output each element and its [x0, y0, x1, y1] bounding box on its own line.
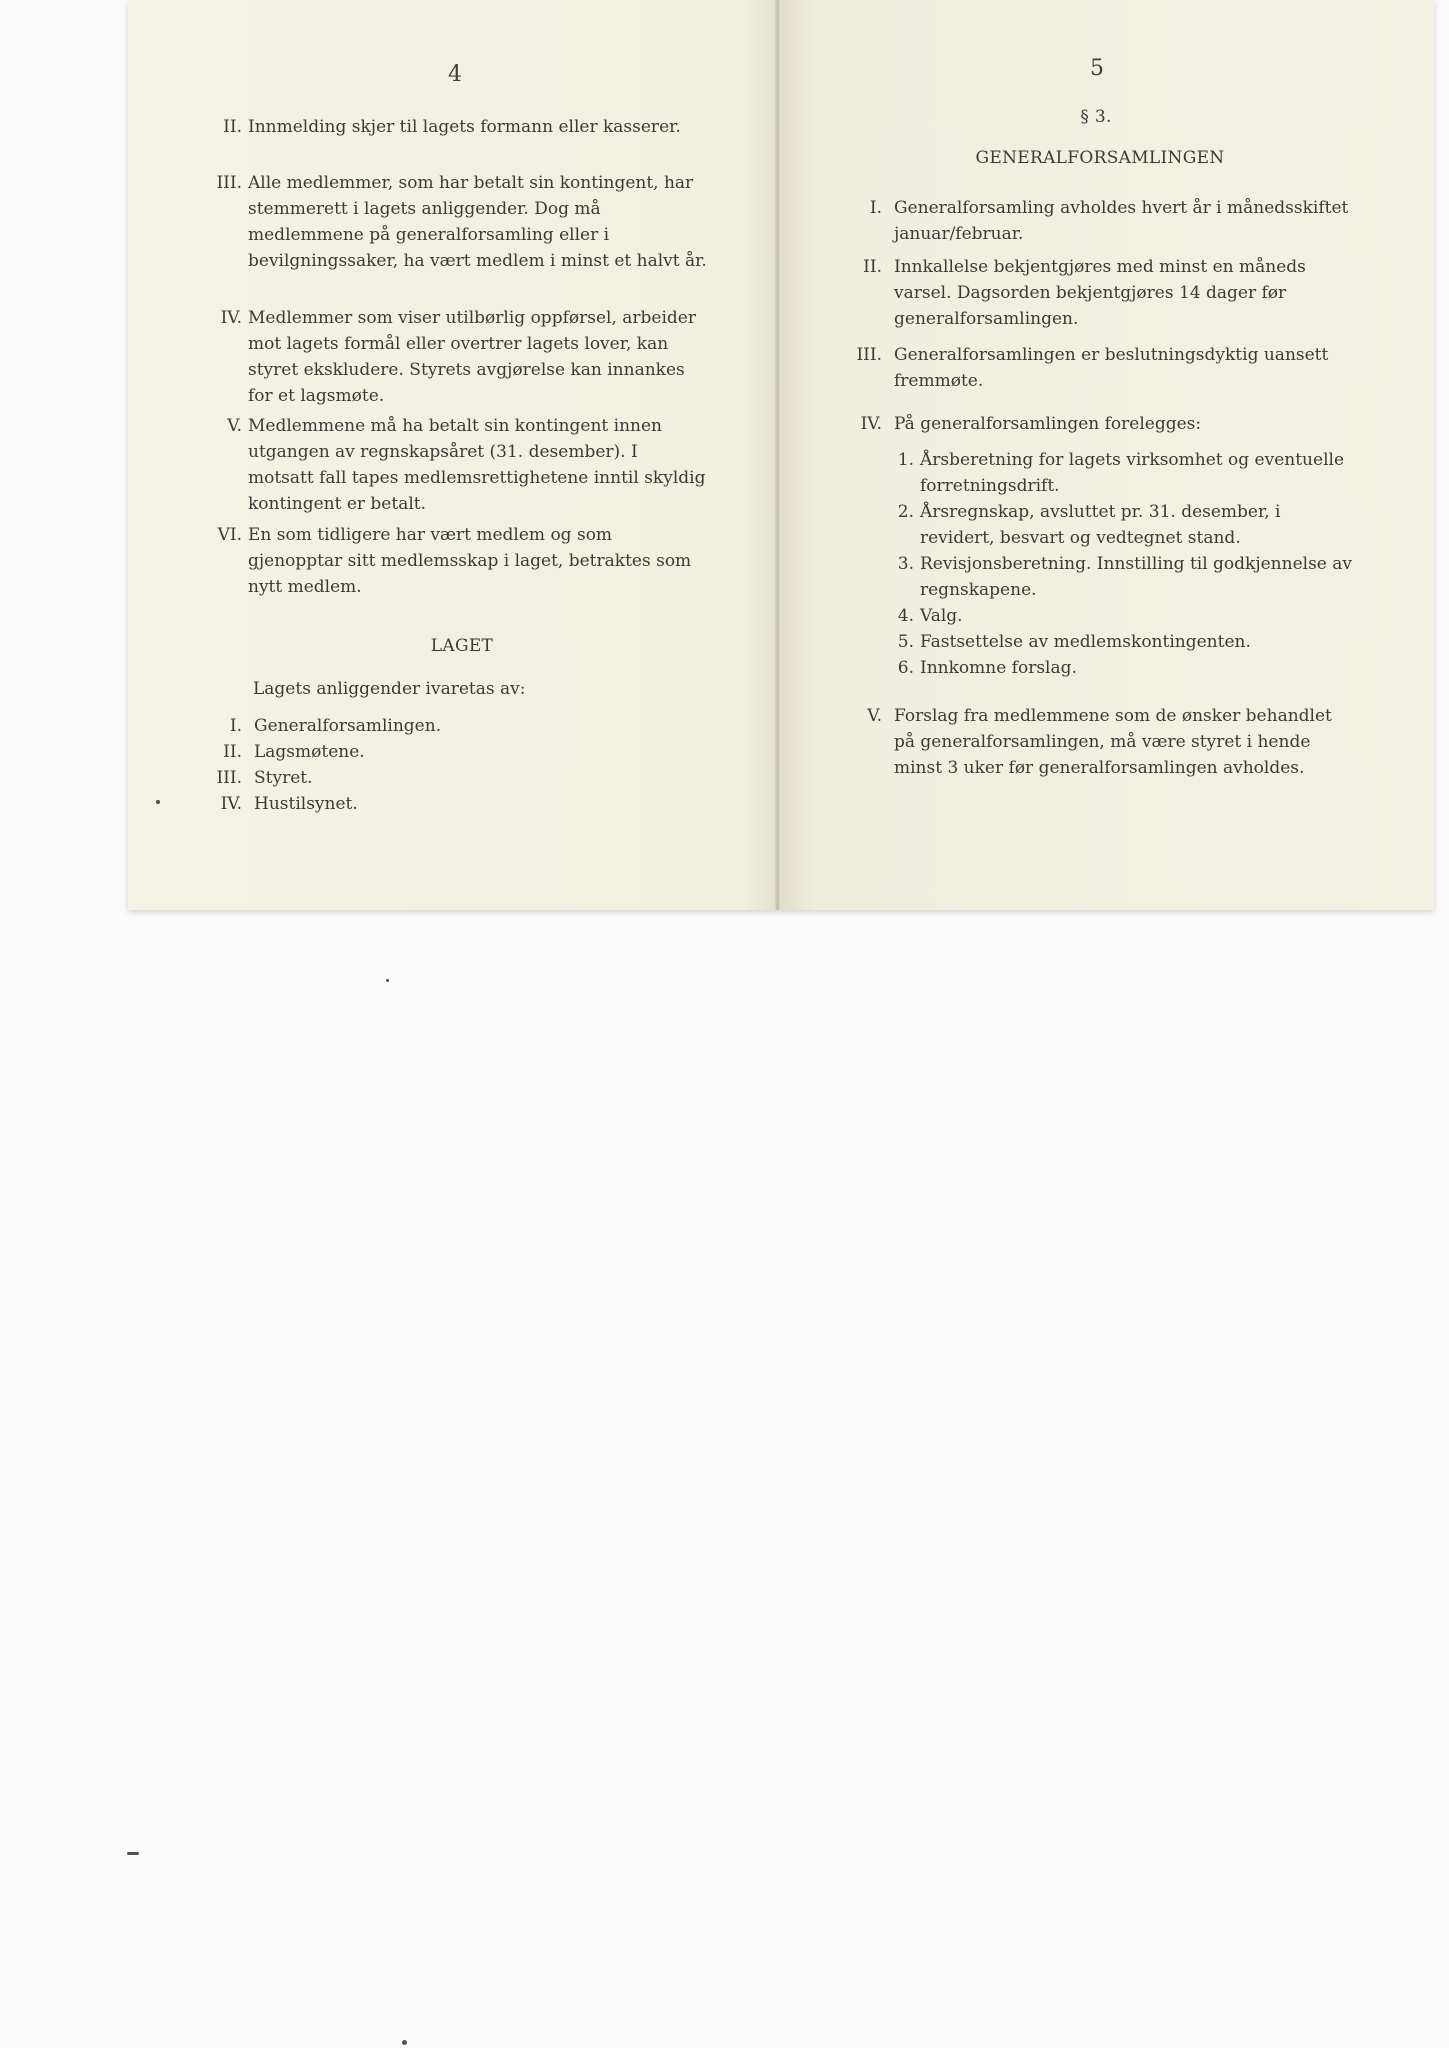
item-text: På generalforsamlingen forelegges:	[894, 414, 1202, 434]
item-number: V.	[227, 416, 242, 436]
item-number: 5.	[897, 632, 914, 652]
sub-item	[894, 499, 1354, 551]
item-number: III.	[216, 768, 242, 788]
item-text: Årsberetning for lagets virksomhet og eventuelle forretningsdrift.	[920, 450, 1345, 496]
sub-item	[894, 603, 1354, 629]
item-text: Valg.	[920, 606, 963, 626]
list-item	[210, 713, 630, 739]
item-text: Fastsettelse av medlemskontingenten.	[920, 632, 1251, 652]
item-number: II.	[223, 117, 242, 137]
item-number: III.	[856, 345, 882, 365]
right-page-number: 5	[1090, 56, 1104, 81]
sub-item	[894, 655, 1354, 681]
item-text: Lagsmøtene.	[254, 742, 365, 762]
scan-speck	[402, 2040, 407, 2045]
sub-item	[894, 629, 1354, 655]
item-text: Årsregnskap, avsluttet pr. 31. desember, i revidert, besvart og vedtegnet stand.	[920, 502, 1281, 548]
item-text: Generalforsamlingen.	[254, 716, 442, 736]
item-text: Generalforsamlingen er beslutningsdyktig uansett fremmøte.	[894, 345, 1329, 391]
item-text: Forslag fra medlemmene som de ønsker behandlet på generalforsamlingen, må være styret i hende minst 3 uker før generalforsamlingen avholdes.	[894, 706, 1332, 778]
item-text: Hustilsynet.	[254, 794, 358, 814]
item-number: 1.	[897, 450, 914, 470]
right-item-4	[858, 411, 1356, 437]
item-text: Innkallelse bekjentgjøres med minst en måneds varsel. Dagsorden bekjentgjøres 14 dager før generalforsamlingen.	[894, 257, 1306, 329]
item-number: 4.	[897, 606, 914, 626]
list-item	[210, 739, 630, 765]
right-item-5	[858, 703, 1356, 781]
scan-speck	[127, 1852, 139, 1855]
item-number: IV.	[220, 794, 242, 814]
scan-speck	[156, 800, 160, 804]
item-text: En som tidligere har vært medlem og som gjenopptar sitt medlemsskap i laget, betraktes som nytt medlem.	[248, 525, 692, 597]
sub-item	[894, 447, 1354, 499]
sub-item	[894, 551, 1354, 603]
item-number: IV.	[860, 414, 882, 434]
item-number: I.	[229, 716, 242, 736]
booklet-gutter	[775, 0, 780, 910]
item-number: I.	[869, 198, 882, 218]
left-item-6	[210, 522, 708, 600]
item-number: II.	[223, 742, 242, 762]
item-number: VI.	[217, 525, 242, 545]
item-number: 3.	[897, 554, 914, 574]
item-number: 2.	[897, 502, 914, 522]
item-number: V.	[867, 706, 882, 726]
item-text: Innkomne forslag.	[920, 658, 1077, 678]
list-item	[210, 791, 630, 817]
left-page-number: 4	[448, 62, 462, 87]
right-item-1	[858, 195, 1356, 247]
laget-heading: LAGET	[430, 636, 494, 656]
item-number: 6.	[897, 658, 914, 678]
item-text: Alle medlemmer, som har betalt sin kontingent, har stemmerett i lagets anliggender. Dog må medlemmene på generalforsamling eller i bevilgningssaker, ha vært medlem i minst et halvt år.	[248, 173, 707, 271]
item-text: Innmelding skjer til lagets formann eller kasserer.	[248, 117, 681, 137]
item-number: III.	[216, 173, 242, 193]
section-number: § 3.	[1080, 107, 1112, 127]
item-number: IV.	[220, 308, 242, 328]
left-item-4	[210, 305, 708, 409]
generalforsamlingen-heading: GENERALFORSAMLINGEN	[975, 148, 1225, 168]
left-item-2	[210, 114, 708, 140]
scan-speck	[386, 979, 389, 982]
laget-intro: Lagets anliggender ivaretas av:	[253, 679, 526, 699]
item-text: Medlemmer som viser utilbørlig oppførsel, arbeider mot lagets formål eller overtrer lagets lover, kan styret ekskludere. Styrets avgjørelse kan innankes for et lagsmøte.	[248, 308, 696, 406]
list-item	[210, 765, 630, 791]
item-text: Generalforsamling avholdes hvert år i månedsskiftet januar/februar.	[894, 198, 1349, 244]
item-text: Styret.	[254, 768, 313, 788]
right-item-2	[858, 254, 1356, 332]
item-text: Revisjonsberetning. Innstilling til godkjennelse av regnskapene.	[920, 554, 1353, 600]
item-number: II.	[863, 257, 882, 277]
left-item-5	[210, 413, 708, 517]
right-item-3	[858, 342, 1356, 394]
item-text: Medlemmene må ha betalt sin kontingent innen utgangen av regnskapsåret (31. desember). I motsatt fall tapes medlemsrettighetene inntil skyldig kontingent er betalt.	[248, 416, 706, 514]
left-item-3	[210, 170, 708, 274]
